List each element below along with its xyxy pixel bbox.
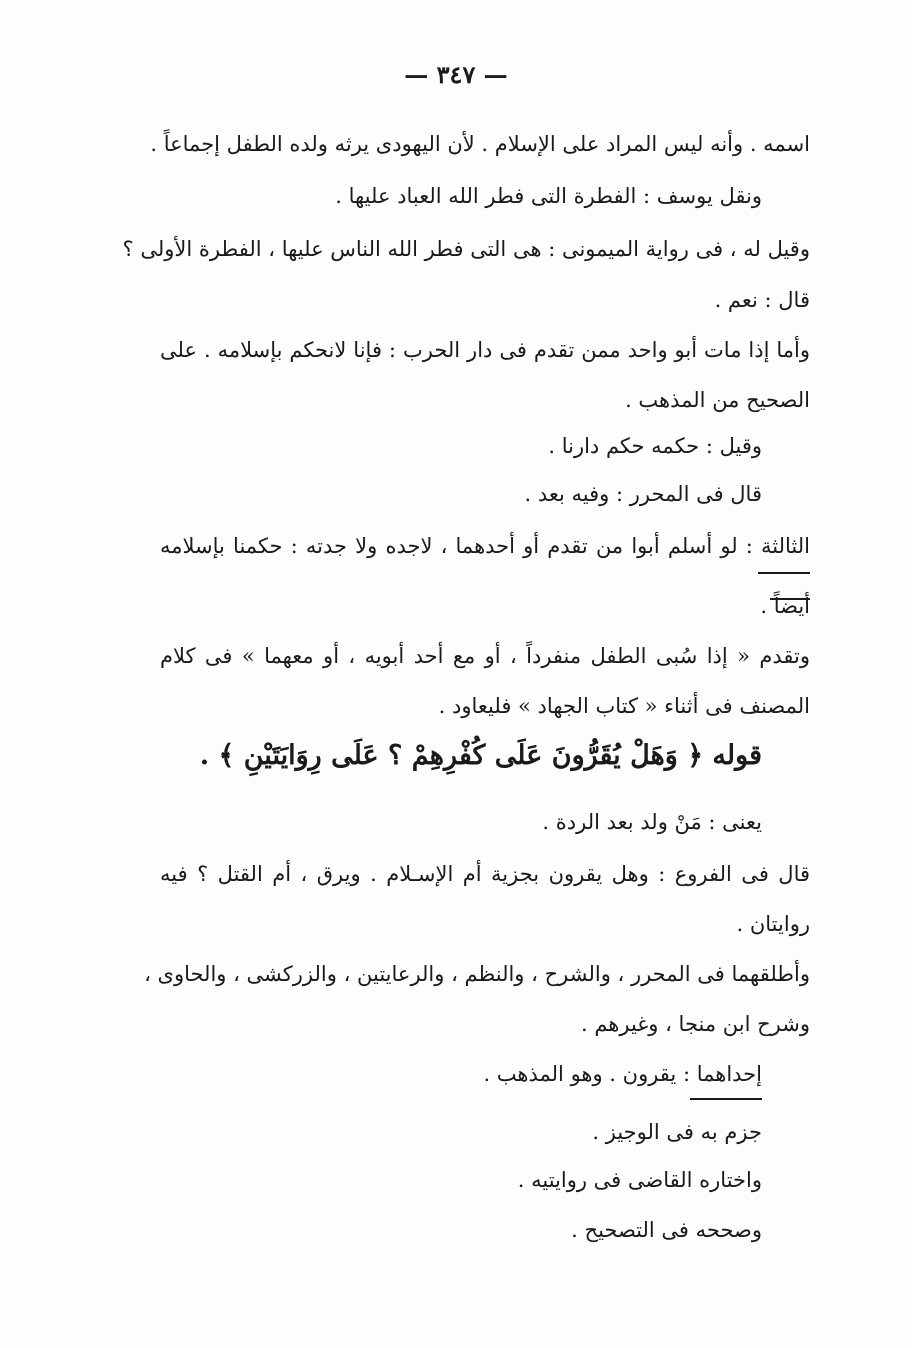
text-line-22: وصححه فى التصحيح .: [571, 1218, 762, 1242]
page-number: — ٣٤٧ —: [404, 60, 508, 89]
text-line-8: قال فى المحرر : وفيه بعد .: [524, 482, 762, 506]
text-line-4: قال : نعم .: [714, 288, 810, 312]
text-line-14: يعنى : مَنْ ولد بعد الردة .: [542, 810, 762, 834]
text-line-10: أيضاً .: [760, 594, 810, 618]
verse-heading: قوله ﴿ وَهَلْ يُقَرُّونَ عَلَى كُفْرِهِمْ ؟ عَلَى رِوَايَتَيْنِ ﴾ .: [199, 740, 762, 771]
text-line-12: المصنف فى أثناء « كتاب الجهاد » فليعاود .: [438, 694, 810, 718]
label-underline-2: [690, 1098, 762, 1100]
text-line-7: وقيل : حكمه حكم دارنا .: [548, 434, 762, 458]
text-line-21: واختاره القاضى فى روايتيه .: [517, 1168, 762, 1192]
text-line-1: اسمه . وأنه ليس المراد على الإسلام . لأن اليهودى يرثه ولده الطفل إجماعاً .: [150, 132, 810, 156]
text-line-9: الثالثة : لو أسلم أبوا من تقدم أو أحدهما ، لاجده ولا جدته : حكمنا بإسلامه: [160, 534, 810, 558]
label-underline: [758, 572, 810, 574]
text-line-20: جزم به فى الوجيز .: [592, 1120, 762, 1144]
text-line-17: وأطلقهما فى المحرر ، والشرح ، والنظم ، والرعايتين ، والزركشى ، والحاوى ،: [144, 962, 810, 986]
text-line-19: إحداهما : يقرون . وهو المذهب .: [483, 1062, 762, 1086]
text-line-3: وقيل له ، فى رواية الميمونى : هى التى فطر الله الناس عليها ، الفطرة الأولى ؟: [122, 237, 810, 261]
text-line-18: وشرح ابن منجا ، وغيرهم .: [580, 1012, 810, 1036]
text-line-2: ونقل يوسف : الفطرة التى فطر الله العباد عليها .: [335, 184, 762, 208]
text-line-11: وتقدم « إذا سُبى الطفل منفرداً ، أو مع أحد أبويه ، أو معهما » فى كلام: [160, 644, 810, 668]
text-line-16: روايتان .: [736, 912, 810, 936]
text-line-5: وأما إذا مات أبو واحد ممن تقدم فى دار الحرب : فإنا لانحكم بإسلامه . على: [160, 338, 810, 362]
text-line-15: قال فى الفروع : وهل يقرون بجزية أم الإسـلام . ويرق ، أم القتل ؟ فيه: [160, 862, 811, 886]
text-line-6: الصحيح من المذهب .: [625, 388, 810, 412]
